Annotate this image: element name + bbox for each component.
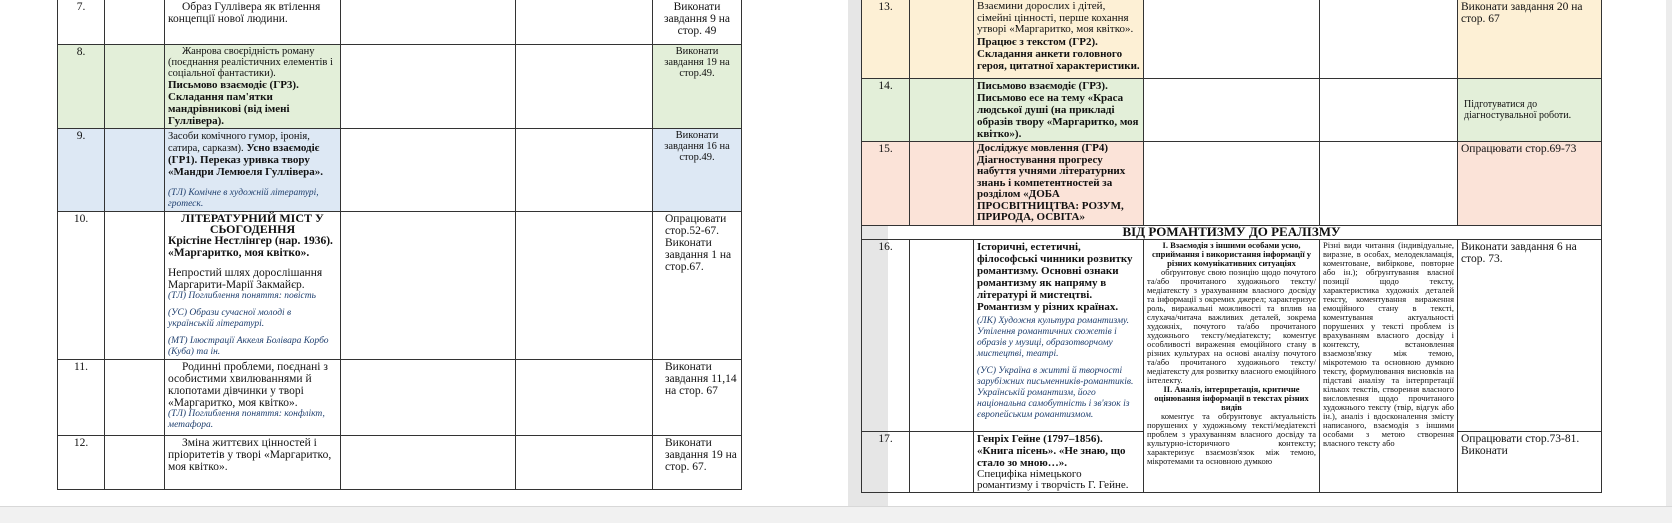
document-page-left	[0, 0, 848, 506]
expected-results-cell	[341, 212, 516, 360]
date-cell	[910, 0, 974, 79]
lesson-topic	[165, 129, 341, 212]
homework-cell: Виконати завдання 9 на стор. 49	[653, 0, 742, 45]
homework-cell: Виконати завдання 11,14 на стор. 67	[653, 360, 742, 436]
lesson-topic	[165, 212, 341, 360]
date-cell	[910, 431, 974, 492]
topic-text: Непростий шлях дорослішання Маргарити-Марії Закмайєр.	[168, 267, 323, 291]
lesson-number: 7.	[58, 0, 105, 45]
homework-text: Опрацювати стор.52-67.	[665, 213, 727, 237]
date-cell	[105, 212, 165, 360]
section-title: ВІД РОМАНТИЗМУ ДО РЕАЛІЗМУ	[862, 225, 1602, 239]
lesson-number: 9.	[58, 129, 105, 212]
lesson-number: 8.	[58, 45, 105, 129]
homework-cell	[1458, 431, 1602, 492]
activities-cell	[1320, 0, 1458, 79]
topic-bold-text: Працює з текстом (ГР2). Складання анкети головного героя, цитатної характеристики.	[977, 35, 1140, 72]
lesson-topic	[974, 239, 1144, 431]
date-cell	[105, 436, 165, 490]
results-heading: І. Взаємодія з іншими особами усно, сприймання і використання інформації у різних комунікативних ситуаціях	[1151, 239, 1312, 268]
expected-results-cell	[341, 45, 516, 129]
topic-note: (ТЛ) Комічне в художній літературі, гротеск.	[168, 188, 319, 209]
topic-note: (УС) Образи сучасної молоді в українській літературі.	[168, 308, 292, 329]
results-text: коментує та обґрунтовує актуальність порушених у художньому тексті/медіатексті проблем з урахуванням власного досвіду та культурно-історичного контексту; характеризує взаємозв'язок між темою, мікротемами та основною думкою	[1147, 410, 1316, 466]
lesson-topic: Образ Гуллівера як втілення концепції нової людини.	[165, 0, 341, 45]
lesson-table-right	[861, 0, 1602, 493]
lesson-topic	[974, 0, 1144, 79]
date-cell	[910, 239, 974, 431]
expected-results-cell	[1144, 239, 1320, 492]
topic-note: (ТЛ) Поглиблення поняття: повість	[168, 291, 316, 301]
lesson-topic: Зміна життєвих цінностей і пріоритетів у творі «Маргаритко, моя квітко».	[165, 436, 341, 490]
topic-note: (УС) Україна в житті й творчості зарубіжних письменників-романтиків. Українській романтизм, його національна самобутність і зв'язок із європейським романтизмом.	[977, 365, 1134, 420]
results-heading: ІІ. Аналіз, інтерпретація, критичне оцінювання інформації в текстах різних видів	[1154, 383, 1309, 412]
table-row	[58, 212, 742, 360]
expected-results-cell	[341, 360, 516, 436]
topic-text: Взаємини дорослих і дітей, сімейні цінності, перше кохання утворі «Маргаритко, моя квітко».	[977, 0, 1134, 35]
lesson-number: 12.	[58, 436, 105, 490]
lesson-topic	[974, 431, 1144, 492]
table-row	[862, 0, 1602, 79]
lesson-number: 16.	[862, 239, 910, 431]
activities-cell	[516, 0, 653, 45]
lesson-number: 14.	[862, 79, 910, 142]
lesson-number: 11.	[58, 360, 105, 436]
expected-results-cell	[341, 0, 516, 45]
table-row	[58, 360, 742, 436]
lesson-topic: Письмово взаємодіє (ГР3). Письмово есе на тему «Краса людської душі (на прикладі образів твору «Маргаритко, моя квітко»).	[974, 79, 1144, 142]
activities-cell	[1320, 79, 1458, 142]
topic-bold-text: Крістіне Нестлінгер (нар. 1936). «Маргаритко, моя квітко».	[168, 235, 333, 259]
topic-text: Родинні проблеми, поєднані з особистими хвилюваннями й клопотами дівчинки у творі «Маргаритко, моя квітко».	[168, 361, 328, 409]
topic-bold-text: Письмово взаємодіє (ГР3). Складання пам'ятки мандрівникові (від імені Гуллівера).	[168, 79, 299, 127]
lesson-number: 13.	[862, 0, 910, 79]
homework-text: Виконати	[1461, 444, 1508, 457]
lesson-topic	[165, 360, 341, 436]
table-row	[58, 45, 742, 129]
table-row	[862, 225, 1602, 239]
homework-cell: Виконати завдання 16 на стор.49.	[653, 129, 742, 212]
topic-note: (МТ) Ілюстрації Аккеля Болівара Корбо (Куба) та ін.	[168, 336, 329, 357]
topic-note: (ТЛ) Поглиблення поняття: конфлікт, метафора.	[168, 409, 325, 430]
topic-text: Жанрова своєрідність роману (поєднання реалістичних елементів і соціальної фантастики).	[168, 46, 333, 79]
date-cell	[105, 45, 165, 129]
homework-cell: Виконати завдання 19 на стор. 67.	[653, 436, 742, 490]
expected-results-cell	[1144, 0, 1320, 79]
lesson-number: 17.	[862, 431, 910, 492]
date-cell	[910, 142, 974, 226]
lesson-topic: Досліджує мовлення (ГР4) Діагностування прогресу набуття учнями літературних знань і компетентностей за розділом «ДОБА ПРОСВІТНИЦТВА: РОЗУМ, ПРИРОДА, ОСВІТА»	[974, 142, 1144, 226]
activities-cell: Різні види читання (індивідуальне, виразне, в особах, мелодекламація, коментоване, вибіркове, повторне або ін.); обґрунтування власної позиції щодо тексту, характеристика художніх деталей тексту, коментування вираження емоційного стану в тексті, коментування актуальності порушених у тексті проблем із врахуванням власного досвіду і контексту, встановлення взаємозв'язку між темою, мікротемою та основною думкою тексту, формулювання висновків на підставі аналізу та інтерпретації кількох текстів, створення власного висловлення щодо прочитаного художнього тексту (твір, відгук або ін.), аналіз і вдосконалення змісту написаного, взаємодія з іншими особами з метою створення власного тексту або	[1320, 239, 1458, 492]
activities-cell	[1320, 142, 1458, 226]
homework-cell: Опрацювати стор.69-73	[1458, 142, 1602, 226]
expected-results-cell	[1144, 79, 1320, 142]
document-page-right	[878, 0, 1666, 506]
lesson-topic	[165, 45, 341, 129]
lesson-number: 10.	[58, 212, 105, 360]
date-cell	[105, 0, 165, 45]
expected-results-cell	[341, 436, 516, 490]
topic-bold-text: Історичні, естетичні, філософські чинники розвитку романтизму. Основні ознаки романтизму як напряму в літературі й мистецтві. Романтизм у різних країнах.	[977, 240, 1133, 313]
topic-bold-text: Генріх Гейне (1797–1856). «Книга пісень». «Не знаю, що стало зо мною…».	[977, 432, 1126, 469]
homework-cell	[653, 212, 742, 360]
date-cell	[105, 129, 165, 212]
topic-text: Засоби комічного гумор, іронія, сатира, сарказм).	[168, 131, 310, 154]
section-heading: ЛІТЕРАТУРНИЙ МІСТ У СЬОГОДЕННЯ	[181, 211, 324, 236]
table-row	[58, 0, 742, 45]
date-cell	[910, 79, 974, 142]
table-row	[862, 239, 1602, 431]
expected-results-cell	[341, 129, 516, 212]
table-row	[862, 79, 1602, 142]
date-cell	[105, 360, 165, 436]
table-row	[58, 129, 742, 212]
horizontal-scrollbar[interactable]	[0, 506, 1672, 523]
activities-cell	[516, 436, 653, 490]
topic-bold-text: Усно взаємодіє (ГР1). Переказ уривка твору «Мандри Лемюеля Гуллівера».	[168, 142, 324, 178]
lesson-number: 15.	[862, 142, 910, 226]
homework-text: Опрацювати стор.73-81.	[1461, 432, 1580, 445]
lesson-table-left	[57, 0, 742, 490]
results-text: обґрунтовує свою позицію щодо почутого та/або прочитаного художнього тексту/медіатексту з урахуванням власного досвіду та інформації з окремих джерел; характеризує роль, виражальні можливості та вплив на слухача/читача важливих деталей, зокрема художніх, почутого та/або прочитаного художнього тексту/медіатексту; коментує особливості вираження емоційного стану в різних культурах на основі аналізу почутого та/або прочитаного художнього тексту/медіатексту для розвитку власного емоційного інтелекту.	[1147, 266, 1316, 385]
activities-cell	[516, 129, 653, 212]
table-row	[58, 436, 742, 490]
homework-cell: Виконати завдання 19 на стор.49.	[653, 45, 742, 129]
homework-cell: Виконати завдання 20 на стор. 67	[1458, 0, 1602, 79]
topic-text: Специфіка німецького романтизму і творчість Г. Гейне.	[977, 467, 1129, 491]
table-row	[862, 142, 1602, 226]
activities-cell	[516, 212, 653, 360]
homework-cell: Виконати завдання 6 на стор. 73.	[1458, 239, 1602, 431]
homework-cell: Підготуватися до діагностувальної роботи.	[1458, 79, 1602, 142]
topic-note: (ЛК) Художня культура романтизму. Утілення романтичних сюжетів і образів у музиці, образотворчому мистецтві, театрі.	[977, 315, 1130, 359]
expected-results-cell	[1144, 142, 1320, 226]
activities-cell	[516, 360, 653, 436]
homework-text: Виконати завдання 1 на стор.67.	[665, 237, 732, 273]
activities-cell	[516, 45, 653, 129]
